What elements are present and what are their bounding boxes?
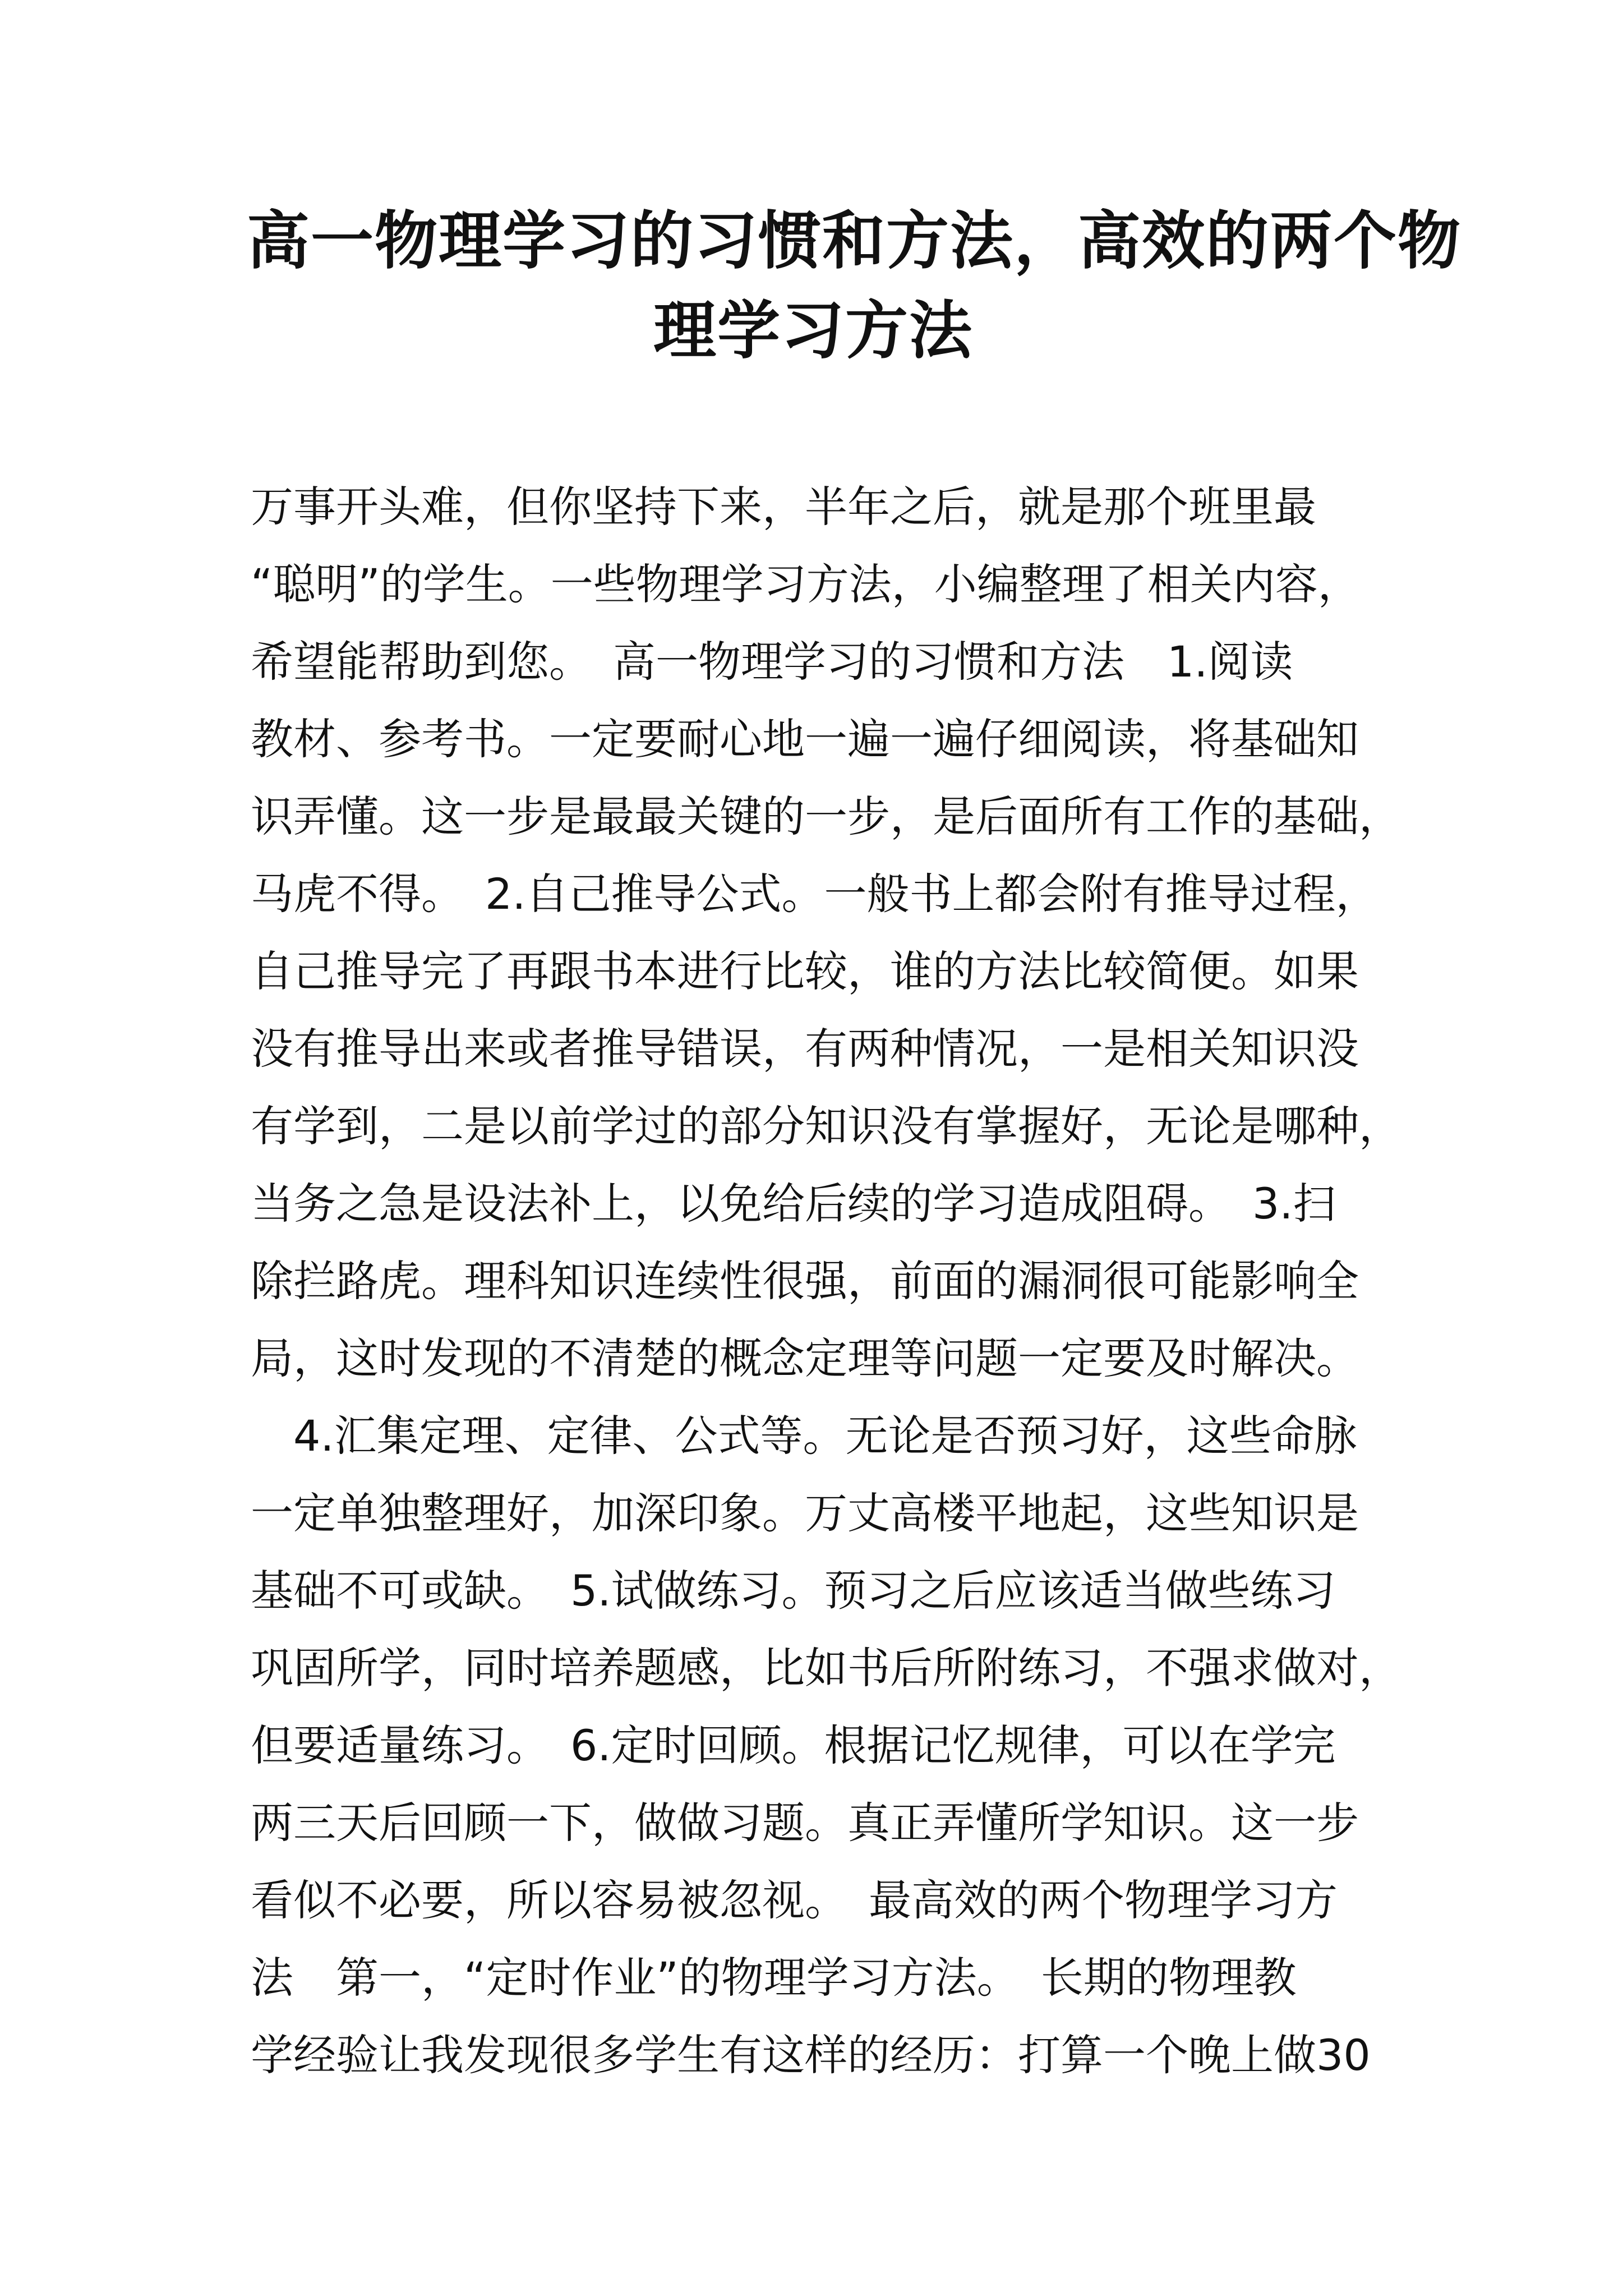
body-line: 除拦路虎。理科知识连续性很强，前面的漏洞很可能影响全 bbox=[251, 1256, 1359, 1306]
title-line-2: 理学习方法 bbox=[653, 294, 973, 367]
document-title bbox=[247, 196, 1461, 376]
body-line: 学经验让我发现很多学生有这样的经历：打算一个晚上做30 bbox=[251, 2030, 1371, 2080]
body-line: 法 第一，“定时作业”的物理学习方法。 长期的物理教 bbox=[251, 1953, 1297, 2003]
title-line-1: 高一物理学习的习惯和方法，高效的两个物 bbox=[247, 204, 1461, 278]
body-line: 万事开头难，但你坚持下来，半年之后，就是那个班里最 bbox=[251, 482, 1316, 532]
body-line: 局，这时发现的不清楚的概念定理等问题一定要及时解决。 bbox=[251, 1333, 1359, 1383]
body-line: 看似不必要，所以容易被忽视。 最高效的两个物理学习方 bbox=[251, 1875, 1338, 1925]
body-line: 巩固所学，同时培养题感，比如书后所附练习，不强求做对， bbox=[251, 1643, 1401, 1693]
body-line: 两三天后回顾一下，做做习题。真正弄懂所学知识。这一步 bbox=[251, 1798, 1359, 1848]
body-line: 识弄懂。这一步是最最关键的一步，是后面所有工作的基础， bbox=[251, 792, 1401, 841]
body-line: 但要适量练习。 6.定时回顾。根据记忆规律，可以在学完 bbox=[251, 1720, 1336, 1770]
body-line: 自己推导完了再跟书本进行比较，谁的方法比较简便。如果 bbox=[251, 946, 1359, 996]
document-body bbox=[251, 468, 1400, 2094]
body-line: 当务之急是设法补上，以免给后续的学习造成阻碍。 3.扫 bbox=[251, 1179, 1336, 1228]
body-line: 一定单独整理好，加深印象。万丈高楼平地起，这些知识是 bbox=[251, 1488, 1359, 1538]
body-line: 希望能帮助到您。 高一物理学习的习惯和方法 1.阅读 bbox=[251, 637, 1293, 687]
body-line: 基础不可或缺。 5.试做练习。预习之后应该适当做些练习 bbox=[251, 1566, 1336, 1616]
body-line: 4.汇集定理、定律、公式等。无论是否预习好，这些命脉 bbox=[251, 1411, 1357, 1461]
body-line: 有学到，二是以前学过的部分知识没有掌握好，无论是哪种， bbox=[251, 1101, 1401, 1151]
body-line: “聪明”的学生。一些物理学习方法，小编整理了相关内容， bbox=[251, 559, 1361, 609]
body-line: 没有推导出来或者推导错误，有两种情况，一是相关知识没 bbox=[251, 1024, 1359, 1074]
body-line: 马虎不得。 2.自己推导公式。一般书上都会附有推导过程， bbox=[251, 869, 1378, 919]
body-line: 教材、参考书。一定要耐心地一遍一遍仔细阅读，将基础知 bbox=[251, 714, 1359, 764]
